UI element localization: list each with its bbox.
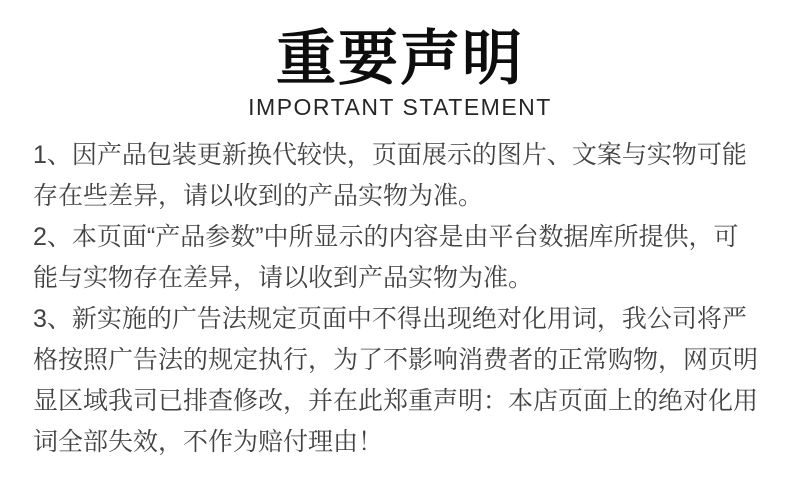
statement-paragraph: 3、新实施的广告法规定页面中不得出现绝对化用词，我公司将严格按照广告法的规定执行，为了不影响消费者的正常购物，网页明显区域我司已排查修改，并在此郑重声明：本店页面上的绝对化用词全部失效，不作为赔付理由！ [33, 305, 759, 456]
statement-paragraph: 1、因产品包装更新换代较快，页面展示的图片、文案与实物可能存在些差异，请以收到的产品实物为准。 [33, 141, 747, 210]
statement-header [0, 25, 800, 121]
statement-paragraph: 2、本页面“产品参数”中所显示的内容是由平台数据库所提供，可能与实物存在差异，请以收到产品实物为准。 [33, 223, 739, 292]
page-subtitle: IMPORTANT STATEMENT [248, 94, 552, 120]
statement-body [33, 135, 761, 463]
page-title: 重要声明 [276, 25, 524, 92]
